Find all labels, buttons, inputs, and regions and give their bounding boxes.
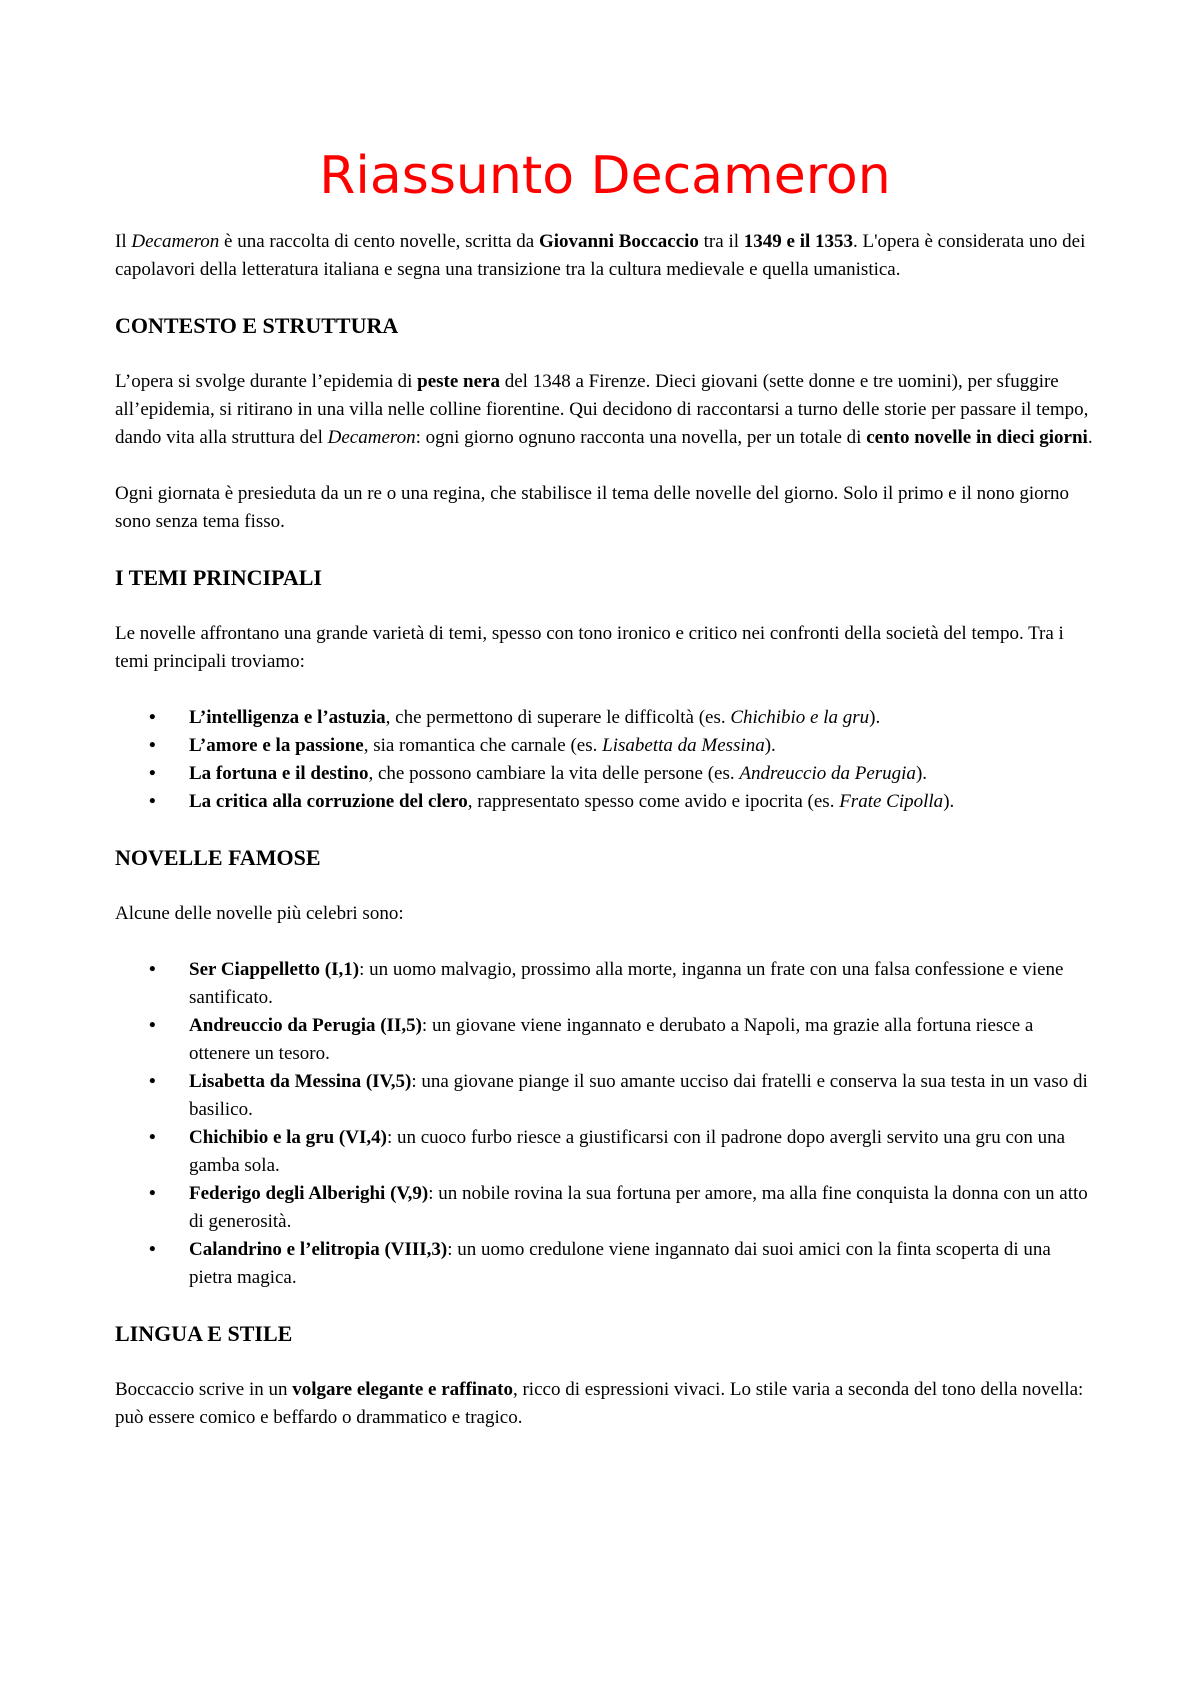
list-item <box>149 1068 1095 1124</box>
document-title: Riassunto Decameron <box>319 146 891 206</box>
bold-run: volgare elegante e raffinato <box>292 1379 513 1400</box>
italic-run: Chichibio e la gru <box>730 707 870 728</box>
italic-run: Frate Cipolla <box>839 791 944 812</box>
novelle-paragraph: Alcune delle novelle più celebri sono: <box>115 903 404 924</box>
text-run: : un uomo malvagio, prossimo alla morte, inganna un frate con una falsa confessione e viene santificato. <box>189 959 1064 1008</box>
italic-run: Lisabetta da Messina <box>602 735 765 756</box>
list-item <box>149 732 1095 760</box>
text-run: : una giovane piange il suo amante ucciso dai fratelli e conserva la sua testa in un vaso di basilico. <box>189 1071 1088 1120</box>
contesto-paragraph-1 <box>115 368 1095 452</box>
text-run: : ogni giorno ognuno racconta una novella, per un totale di <box>415 427 867 448</box>
section-heading-contesto: CONTESTO E STRUTTURA <box>115 313 399 338</box>
bullet-icon: • <box>149 735 156 756</box>
text-run: ). <box>943 791 955 812</box>
intro-paragraph <box>115 228 1095 284</box>
section-heading-temi: I TEMI PRINCIPALI <box>115 565 322 590</box>
text-run: : un nobile rovina la sua fortuna per amore, ma alla fine conquista la donna con un atto di generosità. <box>189 1183 1088 1232</box>
bold-run: Giovanni Boccaccio <box>539 231 699 252</box>
bullet-icon: • <box>149 791 156 812</box>
lingua-paragraph <box>115 1376 1095 1432</box>
section-heading-lingua: LINGUA E STILE <box>115 1321 293 1346</box>
bold-run: La critica alla corruzione del clero <box>189 791 468 812</box>
text-run: Il <box>115 231 132 252</box>
bold-run: Ser Ciappelletto (I,1) <box>189 959 360 980</box>
text-run: L’opera si svolge durante l’epidemia di <box>115 371 418 392</box>
list-item <box>149 1012 1095 1068</box>
text-run: , sia romantica che carnale (es. <box>363 735 603 756</box>
list-item <box>149 956 1095 1012</box>
text-run: , rappresentato spesso come avido e ipocrita (es. <box>467 791 840 812</box>
temi-paragraph: Le novelle affrontano una grande varietà di temi, spesso con tono ironico e critico nei confronti della società del tempo. Tra i temi principali troviamo: <box>115 623 1064 672</box>
list-item <box>149 1124 1095 1180</box>
italic-run: Decameron <box>131 231 220 252</box>
text-run: : un giovane viene ingannato e derubato a Napoli, ma grazie alla fortuna riesce a ottenere un tesoro. <box>189 1015 1034 1064</box>
bold-run: cento novelle in dieci giorni <box>866 427 1088 448</box>
bullet-icon: • <box>149 707 156 728</box>
bold-run: Andreuccio da Perugia (II,5) <box>189 1015 422 1036</box>
italic-run: Decameron <box>327 427 416 448</box>
text-run: è una raccolta di cento novelle, scritta da <box>219 231 539 252</box>
contesto-paragraph-2: Ogni giornata è presieduta da un re o una regina, che stabilisce il tema delle novelle del giorno. Solo il primo e il nono giorno sono senza tema fisso. <box>115 483 1069 532</box>
list-item <box>149 788 1095 816</box>
text-run: . <box>1087 427 1093 448</box>
text-run: , ricco di espressioni vivaci. Lo stile varia a seconda del tono della novella: può essere comico e beffardo o drammatico e tragico. <box>115 1379 1084 1428</box>
text-run: tra il <box>698 231 744 252</box>
italic-run: Andreuccio da Perugia <box>739 763 916 784</box>
bullet-icon: • <box>149 1127 156 1148</box>
bullet-icon: • <box>149 1183 156 1204</box>
temi-list <box>115 704 1095 816</box>
bullet-icon: • <box>149 1015 156 1036</box>
bullet-icon: • <box>149 763 156 784</box>
bold-run: L’intelligenza e l’astuzia <box>189 707 386 728</box>
list-item <box>149 1236 1095 1292</box>
bold-run: peste nera <box>417 371 500 392</box>
text-run: ). <box>915 763 928 784</box>
document-body <box>115 140 1095 1460</box>
bullet-icon: • <box>149 1239 156 1260</box>
text-run: , che permettono di superare le difficoltà (es. <box>385 707 731 728</box>
bold-run: 1349 e il 1353 <box>743 231 854 252</box>
section-heading-novelle: NOVELLE FAMOSE <box>115 845 321 870</box>
list-item <box>149 1180 1095 1236</box>
list-item <box>149 704 1095 732</box>
list-item <box>149 760 1095 788</box>
text-run: . L'opera è considerata uno dei capolavori della letteratura italiana e segna una transizione tra la cultura medievale e quella umanistica. <box>115 231 1086 280</box>
text-run: ). <box>869 707 881 728</box>
bold-run: La fortuna e il destino <box>189 763 369 784</box>
text-run: : un uomo credulone viene ingannato dai suoi amici con la finta scoperta di una pietra magica. <box>189 1239 1051 1288</box>
bullet-icon: • <box>149 1071 156 1092</box>
text-run: Boccaccio scrive in un <box>115 1379 293 1400</box>
text-run: ). <box>764 735 776 756</box>
bullet-icon: • <box>149 959 156 980</box>
text-run: del 1348 a Firenze. Dieci giovani (sette donne e tre uomini), per sfuggire all’epidemia, si ritirano in una villa nelle colline fiorentine. Qui decidono di raccontarsi a turno delle storie per passare il tempo, dando vita alla struttura del <box>115 371 1089 448</box>
bold-run: Federigo degli Alberighi (V,9) <box>189 1183 429 1204</box>
bold-run: Calandrino e l’elitropia (VIII,3) <box>189 1239 448 1260</box>
novelle-list <box>115 956 1095 1292</box>
bold-run: L’amore e la passione <box>189 735 364 756</box>
text-run: , che possono cambiare la vita delle persone (es. <box>368 763 740 784</box>
bold-run: Chichibio e la gru (VI,4) <box>189 1127 387 1148</box>
bold-run: Lisabetta da Messina (IV,5) <box>189 1071 412 1092</box>
text-run: : un cuoco furbo riesce a giustificarsi con il padrone dopo avergli servito una gru con una gamba sola. <box>189 1127 1066 1176</box>
